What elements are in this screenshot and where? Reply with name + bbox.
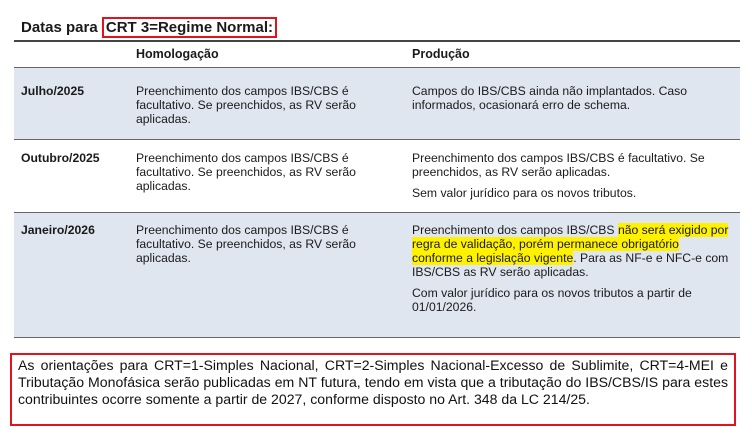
producao-text: Preenchimento dos campos IBS/CBS bbox=[412, 223, 618, 237]
row-producao bbox=[412, 84, 732, 119]
table-row bbox=[14, 140, 740, 212]
row-homologacao: Preenchimento dos campos IBS/CBS é facultativo. Se preenchidos, as RV serão aplicadas. bbox=[136, 223, 356, 265]
row-period: Janeiro/2026 bbox=[21, 223, 95, 237]
column-header-producao: Produção bbox=[412, 47, 470, 61]
row-homologacao: Preenchimento dos campos IBS/CBS é facultativo. Se preenchidos, as RV serão aplicadas. bbox=[136, 151, 356, 193]
table-row bbox=[14, 213, 740, 337]
table-bottom-rule bbox=[14, 337, 740, 338]
producao-paragraph: Com valor jurídico para os novos tributos a partir de 01/01/2026. bbox=[412, 286, 692, 314]
producao-paragraph: Campos do IBS/CBS ainda não implantados. Caso informados, ocasionará erro de schema. bbox=[412, 84, 688, 112]
producao-paragraph: Sem valor jurídico para os novos tributos. bbox=[412, 186, 637, 200]
table-top-rule bbox=[14, 40, 740, 42]
row-producao bbox=[412, 223, 732, 321]
heading-prefix: Datas para bbox=[21, 19, 102, 36]
section-heading bbox=[21, 19, 277, 36]
row-homologacao: Preenchimento dos campos IBS/CBS é facultativo. Se preenchidos, as RV serão aplicadas. bbox=[136, 84, 356, 126]
heading-boxed-label: CRT 3=Regime Normal: bbox=[102, 17, 277, 38]
column-header-homologacao: Homologação bbox=[136, 47, 219, 61]
future-guidance-note: As orientações para CRT=1-Simples Nacional, CRT=2-Simples Nacional-Excesso de Sublimite, CRT=4-MEI e Tributação Monofásica serão publicadas em NT futura, tendo em vista que a tributação do IBS/CBS/IS para estes contribuintes ocorre somente a partir de 2027, conforme disposto no Art. 348 da LC 214/25. bbox=[10, 353, 736, 426]
row-period: Julho/2025 bbox=[21, 84, 84, 98]
highlighted-text: não será exigido por regra de validação, porém permanece obrigatório conforme a legislação vigente bbox=[412, 223, 729, 265]
producao-paragraph: Preenchimento dos campos IBS/CBS é facultativo. Se preenchidos, as RV serão aplicadas. bbox=[412, 151, 705, 179]
table-row bbox=[14, 68, 740, 139]
row-period: Outubro/2025 bbox=[21, 151, 100, 165]
producao-paragraph bbox=[412, 223, 732, 279]
producao-text: . Para as NF-e e NFC-e com IBS/CBS as RV serão aplicadas. bbox=[412, 251, 729, 279]
row-producao bbox=[412, 151, 732, 207]
